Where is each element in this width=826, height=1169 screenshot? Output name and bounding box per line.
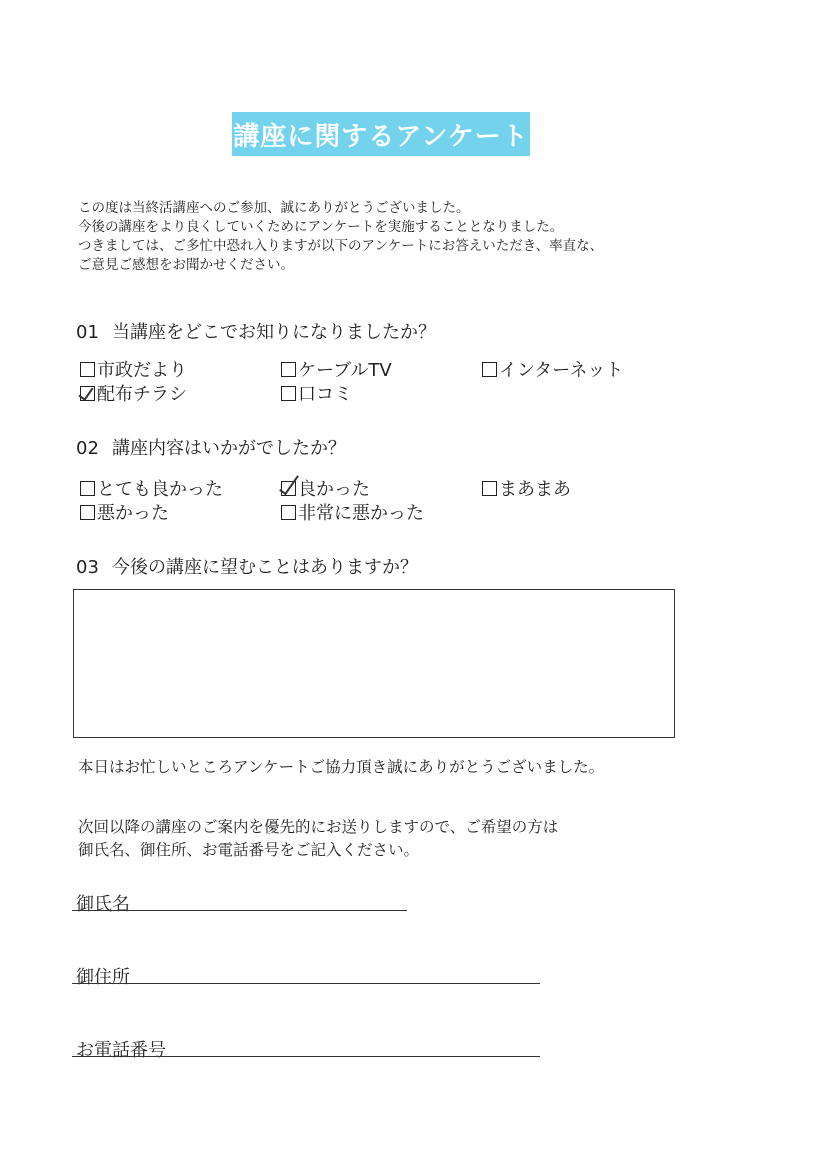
intro-line: ご意見ご感想をお聞かせください。 xyxy=(78,257,294,273)
option-label: 市政だより xyxy=(97,360,187,381)
contact-note xyxy=(78,816,558,862)
q1-option-cable-tv[interactable] xyxy=(281,356,392,382)
question-number: 02 xyxy=(76,438,99,459)
question-text: 当講座をどこでお知りになりましたか？ xyxy=(112,322,436,343)
q2-option-bad[interactable] xyxy=(80,499,169,525)
option-label: 口コミ xyxy=(298,384,352,405)
checkbox[interactable] xyxy=(80,505,95,520)
name-input-line[interactable] xyxy=(72,910,407,911)
option-label: ケーブルTV xyxy=(298,360,392,381)
name-label: 御氏名 xyxy=(76,894,130,915)
address-input-line[interactable] xyxy=(72,983,540,984)
checkbox[interactable] xyxy=(482,481,497,496)
checkbox[interactable] xyxy=(281,505,296,520)
checkbox[interactable] xyxy=(281,386,296,401)
checkbox-checked[interactable] xyxy=(281,481,296,496)
q2-option-so-so[interactable] xyxy=(482,475,571,501)
q1-option-internet[interactable] xyxy=(482,356,623,382)
intro-line: 今後の講座をより良くしていくためにアンケートを実施することとなりました。 xyxy=(78,219,564,235)
checkbox-checked[interactable] xyxy=(80,386,95,401)
question-2 xyxy=(76,434,346,460)
question-number: 01 xyxy=(76,322,99,343)
q2-option-very-good[interactable] xyxy=(80,475,223,501)
contact-note-line: 次回以降の講座のご案内を優先的にお送りしますので、ご希望の方は xyxy=(78,818,559,836)
checkbox[interactable] xyxy=(281,362,296,377)
intro-line: この度は当終活講座へのご参加、誠にありがとうございました。 xyxy=(78,200,470,216)
q2-option-very-bad[interactable] xyxy=(281,499,424,525)
intro-text xyxy=(78,199,603,275)
q2-option-good[interactable] xyxy=(281,475,370,501)
phone-label: お電話番号 xyxy=(76,1040,166,1061)
option-label: 配布チラシ xyxy=(97,384,187,405)
q1-option-word-of-mouth[interactable] xyxy=(281,380,352,406)
q1-option-flyer[interactable] xyxy=(80,380,187,406)
title-banner xyxy=(232,112,530,156)
contact-note-line: 御氏名、御住所、お電話番号をご記入ください。 xyxy=(78,841,420,859)
question-1 xyxy=(76,318,436,344)
question-3 xyxy=(76,553,418,579)
checkbox[interactable] xyxy=(80,481,95,496)
option-label: 非常に悪かった xyxy=(298,503,424,524)
check-mark-icon xyxy=(78,384,93,401)
question-text: 講座内容はいかがでしたか？ xyxy=(112,438,346,459)
option-label: とても良かった xyxy=(97,479,223,500)
option-label: 良かった xyxy=(298,479,370,500)
option-label: インターネット xyxy=(499,360,624,381)
checkbox[interactable] xyxy=(80,362,95,377)
address-label: 御住所 xyxy=(76,967,130,988)
checkbox[interactable] xyxy=(482,362,497,377)
question-number: 03 xyxy=(76,557,99,578)
intro-line: つきましては、ご多忙中恐れ入りますが以下のアンケートにお答えいただき、率直な、 xyxy=(78,238,604,254)
phone-input-line[interactable] xyxy=(72,1056,540,1057)
question-text: 今後の講座に望むことはありますか？ xyxy=(112,557,418,578)
thanks-text: 本日はお忙しいところアンケートご協力頂き誠にありがとうございました。 xyxy=(78,758,605,776)
option-label: 悪かった xyxy=(97,503,169,524)
free-answer-box[interactable] xyxy=(73,589,675,738)
option-label: まあまあ xyxy=(499,479,571,500)
page-title: 講座に関するアンケート xyxy=(233,121,529,152)
q1-option-shisei[interactable] xyxy=(80,356,187,382)
check-mark-icon xyxy=(279,471,299,494)
